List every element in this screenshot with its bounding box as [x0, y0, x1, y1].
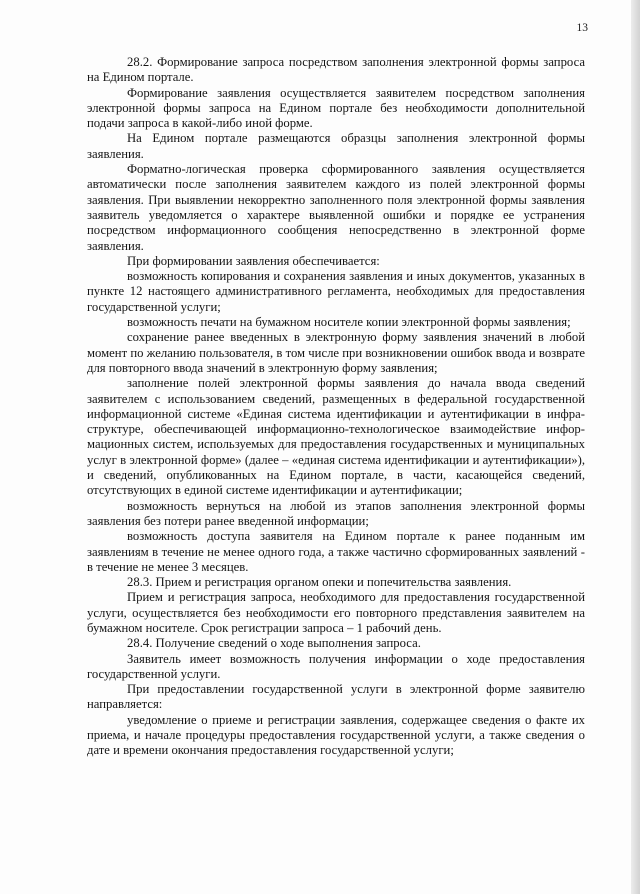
paragraph: Прием и регистрация запроса, необходимого для предоставления государственной услуги, осуществляется без необходимости его повторного представления заявителем на бумажном носителе. Срок регистрации запроса – 1 рабочий день. [87, 590, 585, 635]
paragraph: Форматно-логическая проверка сформированного заявления осуществляется автоматически после заполнения заявителем каждого из полей электронной формы заявления. При выявлении некорректно заполненного поля электронной формы заявления заявитель уведомляется о характере выявленной ошибки и порядке ее устранения посредством информационного сообщения непосредственно в электронной форме заявления. [87, 162, 585, 253]
body-text [87, 55, 585, 759]
paragraph: На Едином портале размещаются образцы заполнения электронной формы заявления. [87, 131, 585, 161]
paragraph: Формирование заявления осуществляется заявителем посредством заполнения электронной формы запроса на Едином портале без необходимости дополнительной подачи запроса в какой-либо иной форме. [87, 85, 585, 131]
list-item: сохранение ранее введенных в электронную форму заявления значений в любой момент по желанию пользователя, в том числе при возникновении ошибок ввода и возврате для повторного ввода значений в электронную форму заявления; [87, 330, 585, 375]
section-heading-28-3: 28.3. Прием и регистрация органом опеки и попечительства заявления. [127, 575, 512, 590]
paragraph: При формировании заявления обеспечивается: [127, 253, 380, 268]
page-number: 13 [576, 22, 588, 34]
paragraph: При предоставлении государственной услуги в электронной форме заявителю направляется: [87, 682, 585, 712]
list-item: возможность копирования и сохранения заявления и иных документов, указанных в пункте 12 настоящего административного регламента, необходимых для предоставления государственной услуги; [87, 269, 585, 314]
paragraph: Заявитель имеет возможность получения информации о ходе предоставления государственной услуги. [87, 651, 585, 681]
list-item: возможность печати на бумажном носителе копии электронной формы заявления; [127, 315, 571, 330]
page-edge-shadow [631, 0, 640, 894]
list-item: возможность доступа заявителя на Едином портале к ранее поданным им заявлениям в течение не менее одного года, а также частично сформированных заявлений - в течение не менее 3 месяцев. [87, 529, 585, 574]
section-heading-28-4: 28.4. Получение сведений о ходе выполнения запроса. [127, 636, 421, 651]
list-item: возможность вернуться на любой из этапов заполнения электронной формы заявления без потери ранее введенной информации; [87, 498, 585, 528]
section-heading-28-2: 28.2. Формирование запроса посредством заполнения электронной формы запроса на Едином портале. [87, 55, 585, 85]
list-item: уведомление о приеме и регистрации заявления, содержащее сведения о факте их приема, и начале процедуры предоставления государственной услуги, а также сведения о дате и времени окончания предоставления государственной услуги; [87, 712, 585, 758]
list-item: заполнение полей электронной формы заявления до начала ввода сведений заявителем с использованием сведений, размещенных в федеральной государственной информационной системе «Единая система идентификации и аутентификации в инфраструктуре, обеспечивающей информационно-технологическое взаимодействие информационных систем, используемых для предоставления государственных и муниципальных услуг в электронной форме» (далее – «единая система идентификации и аутентификации»), и сведений, опубликованных на Едином портале, в части, касающейся сведений, отсутствующих в единой системе идентификации и аутентификации; [87, 376, 585, 498]
